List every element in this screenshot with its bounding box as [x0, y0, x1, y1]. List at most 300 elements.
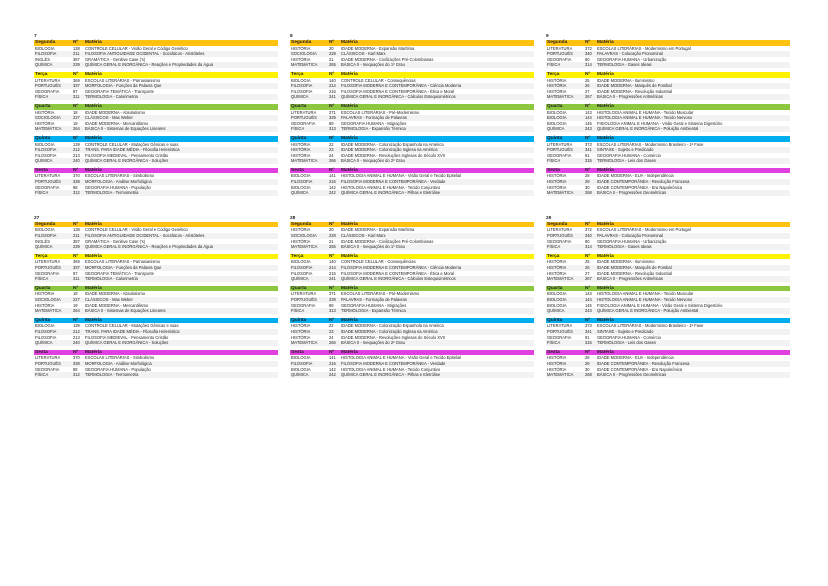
subject-cell: GEOGRAFIA: [35, 184, 60, 190]
materia-column-header: Matéria: [597, 221, 614, 227]
subject-cell: INGLÊS: [35, 56, 51, 62]
day-rows: [290, 355, 534, 377]
materia-column-header: Matéria: [597, 349, 614, 355]
week-block: [290, 34, 534, 200]
lesson-number-cell: 242: [329, 372, 336, 378]
lesson-number-cell: 341: [585, 328, 592, 334]
subject-cell: HISTÓRIA: [547, 366, 567, 372]
topic-cell: QUÍMICA GERAL E INORGÂNICA - Soluções: [85, 158, 169, 164]
lesson-number-cell: 20: [329, 227, 334, 233]
topic-cell: BÁSICA II - Inequações do 1º Grau: [341, 62, 405, 68]
subject-cell: QUÍMICA: [291, 372, 309, 378]
day-name: Terça: [35, 253, 48, 259]
subject-cell: QUÍMICA: [35, 340, 53, 346]
materia-column-header: Matéria: [85, 253, 102, 259]
topic-cell: BÁSICA II - Inequações do 2º Grau: [341, 340, 405, 346]
topic-cell: CONTROLE CELULAR - Mutações Gênicas e suas: [85, 141, 179, 147]
subject-cell: HISTÓRIA: [35, 120, 55, 126]
lesson-number-cell: 91: [585, 334, 590, 340]
day-table: [290, 318, 534, 346]
subject-cell: FILOSOFIA: [35, 334, 57, 340]
num-column-header: Nº: [585, 221, 591, 227]
table-row: [290, 62, 534, 68]
lesson-number-cell: 240: [73, 340, 80, 346]
topic-cell: QUÍMICA GERAL E INORGÂNICA - Poluição Ambiental: [597, 126, 699, 132]
day-name: Quarta: [547, 285, 563, 291]
week-block: [34, 34, 278, 200]
subject-cell: FÍSICA: [35, 372, 49, 378]
day-table: [546, 104, 790, 132]
lesson-number-cell: 138: [73, 45, 80, 51]
topic-cell: QUÍMICA GERAL E INORGÂNICA - Soluções: [85, 340, 169, 346]
subject-cell: HISTÓRIA: [547, 259, 567, 265]
lesson-number-cell: 214: [329, 265, 336, 270]
lesson-number-cell: 387: [73, 238, 80, 244]
day-table: [546, 350, 790, 378]
subject-cell: QUÍMICA: [547, 308, 565, 314]
day-table: [34, 40, 278, 68]
topic-cell: ESCOLAS LITERÁRIAS - Simbolismo: [85, 173, 155, 179]
topic-cell: TERMOLOGIA - Gases Ideais: [597, 244, 652, 250]
table-row: [290, 158, 534, 164]
topic-cell: TERMOLOGIA - Termometria: [85, 372, 139, 378]
materia-column-header: Matéria: [85, 349, 102, 355]
lesson-number-cell: 26: [585, 265, 590, 270]
subject-cell: BIOLOGIA: [291, 184, 311, 190]
lesson-number-cell: 371: [329, 291, 336, 297]
subject-cell: FILOSOFIA: [291, 360, 313, 366]
subject-cell: HISTÓRIA: [35, 291, 55, 297]
lesson-number-cell: 142: [329, 184, 336, 190]
lesson-number-cell: 264: [73, 308, 80, 314]
subject-cell: FILOSOFIA: [35, 147, 57, 153]
lesson-number-cell: 372: [585, 227, 592, 233]
subject-cell: BIOLOGIA: [547, 291, 567, 297]
topic-cell: IDADE MODERNA - Civilizações Pré-Colombianas: [341, 238, 434, 244]
topic-cell: BÁSICA II - Inequações do 2º Grau: [341, 158, 405, 164]
day-rows: [290, 110, 534, 132]
num-column-header: Nº: [73, 40, 79, 45]
subject-cell: MATEMÁTICA: [547, 94, 574, 100]
lesson-number-cell: 24: [329, 334, 334, 340]
lesson-number-cell: 212: [73, 328, 80, 334]
subject-cell: GEOGRAFIA: [35, 270, 60, 276]
materia-column-header: Matéria: [341, 349, 358, 355]
table-row: [546, 244, 790, 250]
topic-cell: MORFOLOGIA - Análise Morfológica: [85, 360, 152, 366]
day-table: [290, 40, 534, 68]
topic-cell: ESCOLAS LITERÁRIAS - Parnasianismo: [85, 77, 161, 83]
num-column-header: Nº: [585, 317, 591, 323]
day-table: [290, 222, 534, 250]
subject-cell: BIOLOGIA: [35, 323, 55, 329]
day-rows: [290, 259, 534, 281]
materia-column-header: Matéria: [85, 167, 102, 173]
topic-cell: GRAMÁTICA - Genitive Case ('s): [85, 56, 146, 62]
topic-cell: IDADE MODERNA - Revolução Industrial: [597, 88, 673, 94]
day-table: [290, 72, 534, 100]
materia-column-header: Matéria: [597, 40, 614, 45]
subject-cell: QUÍMICA: [291, 94, 309, 100]
lesson-number-cell: 145: [585, 120, 592, 126]
topic-cell: ESCOLAS LITERÁRIAS - Modernismo Brasileiro - 1ª Fase: [597, 141, 704, 147]
subject-cell: FÍSICA: [35, 276, 49, 282]
table-row: [34, 372, 278, 378]
topic-cell: BÁSICA II - Sistemas de Equações Lineares: [85, 126, 166, 132]
subject-cell: PORTUGUÊS: [35, 179, 61, 185]
materia-column-header: Matéria: [341, 71, 358, 77]
lesson-number-cell: 241: [329, 94, 336, 100]
topic-cell: SINTAXE - Sujeito e Predicado: [597, 147, 654, 153]
topic-cell: BÁSICA II - Sistemas de Equações Lineares: [85, 308, 166, 314]
lesson-number-cell: 369: [73, 259, 80, 265]
lesson-number-cell: 340: [585, 51, 592, 57]
subject-cell: BIOLOGIA: [291, 259, 311, 265]
schedule-sheet: [34, 34, 794, 382]
day-name: Segunda: [547, 40, 568, 45]
num-column-header: Nº: [585, 71, 591, 77]
subject-cell: LITERATURA: [547, 227, 573, 233]
topic-cell: HISTOLOGIA ANIMAL E HUMANA - Tecido Conjuntivo: [341, 366, 441, 372]
num-column-header: Nº: [73, 221, 79, 227]
materia-column-header: Matéria: [341, 285, 358, 291]
lesson-number-cell: 228: [329, 233, 336, 239]
subject-cell: SOCIOLOGIA: [35, 115, 61, 121]
day-rows: [34, 142, 278, 164]
day-name: Sexta: [547, 167, 560, 173]
topic-cell: IDADE MODERNA - Marquês de Pombal: [597, 265, 672, 270]
week-number: 8: [290, 34, 293, 39]
subject-cell: FILOSOFIA: [291, 88, 313, 94]
topic-cell: FISIOLOGIA ANIMAL E HUMANA - Visão Geral e Sistema Digestório: [597, 120, 723, 126]
day-name: Quinta: [547, 317, 563, 323]
lesson-number-cell: 337: [73, 83, 80, 89]
subject-cell: PORTUGUÊS: [547, 233, 573, 239]
subject-cell: MATEMÁTICA: [291, 340, 318, 346]
day-table: [290, 254, 534, 282]
topic-cell: ESCOLAS LITERÁRIAS - Simbolismo: [85, 355, 155, 361]
day-name: Sexta: [291, 167, 304, 173]
topic-cell: TERMOLOGIA - Termometria: [85, 190, 139, 196]
lesson-number-cell: 339: [329, 296, 336, 302]
topic-cell: ESCOLAS LITERÁRIAS - Modernismo em Portugal: [597, 45, 691, 51]
subject-cell: PORTUGUÊS: [35, 83, 61, 89]
lesson-number-cell: 211: [73, 51, 80, 57]
topic-cell: QUÍMICA GERAL E INORGÂNICA - Pilhas e Eletrólise: [341, 190, 441, 196]
subject-cell: MATEMÁTICA: [291, 62, 318, 68]
lesson-number-cell: 22: [329, 323, 334, 329]
topic-cell: FILOSOFIA MEDIEVAL - Pensamento Cristão: [85, 152, 169, 158]
day-name: Quarta: [547, 103, 563, 109]
lesson-number-cell: 243: [585, 308, 592, 314]
day-name: Segunda: [291, 221, 312, 227]
topic-cell: GEOGRAFIA HUMANA - População: [85, 366, 151, 372]
subject-cell: BIOLOGIA: [35, 141, 55, 147]
materia-column-header: Matéria: [341, 40, 358, 45]
table-row: [34, 244, 278, 250]
topic-cell: HISTOLOGIA ANIMAL E HUMANA - Tecido Nervoso: [597, 296, 693, 302]
day-name: Segunda: [547, 221, 568, 227]
subject-cell: HISTÓRIA: [291, 56, 311, 62]
topic-cell: IDADE MODERNA - Civilizações Pré-Colombianas: [341, 56, 434, 62]
subject-cell: FILOSOFIA: [35, 328, 57, 334]
subject-cell: HISTÓRIA: [291, 238, 311, 244]
day-name: Sexta: [35, 349, 48, 355]
topic-cell: GEOGRAFIA HUMANA - Migrações: [341, 120, 407, 126]
day-rows: [546, 227, 790, 249]
num-column-header: Nº: [585, 285, 591, 291]
lesson-number-cell: 311: [73, 276, 80, 282]
subject-cell: LITERATURA: [291, 109, 317, 115]
subject-cell: FÍSICA: [35, 190, 49, 196]
day-rows: [290, 142, 534, 164]
topic-cell: IDADE MODERNA - EUA - Independência: [597, 173, 674, 179]
topic-cell: GEOGRAFIA TEMÁTICA - Transporte: [85, 270, 154, 276]
subject-cell: QUÍMICA: [35, 62, 53, 68]
subject-cell: BIOLOGIA: [547, 115, 567, 121]
subject-cell: PORTUGUÊS: [547, 147, 573, 153]
day-rows: [34, 227, 278, 249]
day-rows: [34, 46, 278, 68]
day-name: Terça: [291, 71, 304, 77]
day-table: [546, 222, 790, 250]
lesson-number-cell: 267: [585, 276, 592, 282]
subject-cell: BIOLOGIA: [35, 227, 55, 233]
subject-cell: MATEMÁTICA: [547, 190, 574, 196]
subject-cell: SOCIOLOGIA: [35, 296, 61, 302]
day-name: Sexta: [291, 349, 304, 355]
topic-cell: GEOGRAFIA HUMANA - Comércio: [597, 334, 661, 340]
topic-cell: IDADE MODERNA - Revoluções Inglesas do Século XVII: [341, 152, 445, 158]
topic-cell: IDADE MODERNA - Iluminismo: [597, 259, 655, 265]
subject-cell: PORTUGUÊS: [291, 115, 317, 121]
day-rows: [290, 227, 534, 249]
topic-cell: IDADE MODERNA - Absolutismo: [85, 109, 146, 115]
lesson-number-cell: 213: [73, 334, 80, 340]
topic-cell: IDADE MODERNA - Revolução Industrial: [597, 270, 673, 276]
num-column-header: Nº: [585, 103, 591, 109]
lesson-number-cell: 312: [73, 372, 80, 378]
day-name: Terça: [547, 71, 560, 77]
num-column-header: Nº: [73, 71, 79, 77]
lesson-number-cell: 26: [585, 83, 590, 89]
topic-cell: IDADE CONTEMPORÂNEA - Revolução Francesa: [597, 179, 690, 185]
lesson-number-cell: 340: [585, 233, 592, 239]
subject-cell: HISTÓRIA: [547, 355, 567, 361]
day-table: [546, 254, 790, 282]
day-name: Terça: [35, 71, 48, 77]
topic-cell: CLÁSSICOS - Karl Marx: [341, 233, 386, 239]
subject-cell: HISTÓRIA: [291, 147, 311, 153]
subject-cell: FILOSOFIA: [35, 51, 57, 57]
day-name: Terça: [291, 253, 304, 259]
subject-cell: HISTÓRIA: [547, 360, 567, 366]
materia-column-header: Matéria: [85, 221, 102, 227]
topic-cell: CLÁSSICOS - Max Weber: [85, 296, 133, 302]
topic-cell: FILOSOFIA ANTIGUIDADE OCIDENTAL - Socráticos - Aristóteles: [85, 233, 205, 239]
subject-cell: HISTÓRIA: [291, 141, 311, 147]
topic-cell: ESCOLAS LITERÁRIAS - Parnasianismo: [85, 259, 161, 265]
topic-cell: FILOSOFIA MODERNA E CONTEMPORÂNEA - Ciência Moderna: [341, 83, 462, 89]
table-row: [290, 190, 534, 196]
table-row: [34, 190, 278, 196]
topic-cell: TERMOLOGIA - Calorimetria: [85, 94, 138, 100]
topic-cell: HISTOLOGIA ANIMAL E HUMANA - Tecido Muscular: [597, 109, 694, 115]
materia-column-header: Matéria: [597, 71, 614, 77]
day-table: [34, 168, 278, 196]
lesson-number-cell: 240: [73, 158, 80, 164]
lesson-number-cell: 144: [585, 296, 592, 302]
topic-cell: BÁSICA II - Progressões Geométricas: [597, 190, 667, 196]
subject-cell: QUÍMICA: [547, 126, 565, 132]
topic-cell: PALAVRAS - Colocação Pronominal: [597, 51, 663, 57]
table-row: [290, 94, 534, 100]
day-rows: [290, 173, 534, 195]
lesson-number-cell: 314: [585, 62, 592, 68]
topic-cell: GEOGRAFIA HUMANA - Migrações: [341, 302, 407, 308]
topic-cell: HISTOLOGIA ANIMAL E HUMANA - Tecido Muscular: [597, 291, 694, 297]
subject-cell: SOCIOLOGIA: [291, 51, 317, 57]
table-row: [290, 276, 534, 282]
subject-cell: PORTUGUÊS: [35, 265, 61, 270]
topic-cell: BÁSICA II - Progressões Aritméticas: [597, 94, 663, 100]
lesson-number-cell: 88: [73, 184, 78, 190]
subject-cell: FILOSOFIA: [291, 265, 313, 270]
week-block: [34, 216, 278, 382]
lesson-number-cell: 140: [329, 259, 336, 265]
day-name: Segunda: [291, 40, 312, 45]
lesson-number-cell: 387: [73, 56, 80, 62]
day-name: Quinta: [291, 317, 307, 323]
lesson-number-cell: 28: [585, 355, 590, 361]
topic-cell: IDADE CONTEMPORÂNEA - Revolução Francesa: [597, 360, 690, 366]
lesson-number-cell: 20: [329, 45, 334, 51]
materia-column-header: Matéria: [597, 285, 614, 291]
topic-cell: IDADE MODERNA - Colonização Espanhola na América: [341, 141, 444, 147]
week-block: [546, 216, 790, 382]
num-column-header: Nº: [585, 167, 591, 173]
topic-cell: IDADE MODERNA - Revoluções Inglesas do Século XVII: [341, 334, 445, 340]
lesson-number-cell: 28: [585, 173, 590, 179]
day-rows: [34, 173, 278, 195]
topic-cell: ESCOLAS LITERÁRIAS - Pré-Modernismo: [341, 109, 420, 115]
materia-column-header: Matéria: [85, 135, 102, 141]
subject-cell: PORTUGUÊS: [547, 51, 573, 57]
topic-cell: IDADE MODERNA - Colonização Espanhola na América: [341, 323, 444, 329]
lesson-number-cell: 87: [73, 270, 78, 276]
topic-cell: GEOGRAFIA HUMANA - População: [85, 184, 151, 190]
lesson-number-cell: 370: [73, 355, 80, 361]
subject-cell: GEOGRAFIA: [291, 302, 316, 308]
topic-cell: BÁSICA II - Inequações do 1º Grau: [341, 244, 405, 250]
lesson-number-cell: 23: [329, 147, 334, 153]
topic-cell: IDADE CONTEMPORÂNEA - Era Napoleônica: [597, 366, 683, 372]
table-row: [546, 276, 790, 282]
lesson-number-cell: 315: [585, 340, 592, 346]
lesson-number-cell: 267: [585, 94, 592, 100]
day-table: [290, 168, 534, 196]
day-rows: [290, 78, 534, 100]
topic-cell: IDADE MODERNA - Expansão Marítima: [341, 227, 415, 233]
lesson-number-cell: 19: [73, 302, 78, 308]
table-row: [34, 126, 278, 132]
subject-cell: LITERATURA: [547, 45, 573, 51]
topic-cell: CLÁSSICOS - Karl Marx: [341, 51, 386, 57]
subject-cell: BIOLOGIA: [291, 77, 311, 83]
lesson-number-cell: 25: [585, 259, 590, 265]
num-column-header: Nº: [329, 40, 335, 45]
week-row-bottom: [34, 216, 794, 382]
table-row: [546, 372, 790, 378]
lesson-number-cell: 239: [73, 62, 80, 68]
week-row-top: [34, 34, 794, 200]
subject-cell: MATEMÁTICA: [291, 158, 318, 164]
subject-cell: HISTÓRIA: [547, 270, 567, 276]
lesson-number-cell: 241: [329, 276, 336, 282]
lesson-number-cell: 139: [73, 323, 80, 329]
subject-cell: BIOLOGIA: [547, 120, 567, 126]
subject-cell: BIOLOGIA: [291, 355, 311, 361]
materia-column-header: Matéria: [85, 103, 102, 109]
materia-column-header: Matéria: [85, 40, 102, 45]
day-table: [546, 168, 790, 196]
day-name: Terça: [547, 253, 560, 259]
topic-cell: TERMOLOGIA - Expansão Térmica: [341, 126, 406, 132]
day-name: Quinta: [547, 135, 563, 141]
topic-cell: IDADE MODERNA - Colonização Inglesa na América: [341, 147, 438, 153]
subject-cell: FÍSICA: [547, 62, 561, 68]
lesson-number-cell: 90: [585, 56, 590, 62]
subject-cell: HISTÓRIA: [291, 334, 311, 340]
day-table: [546, 286, 790, 314]
subject-cell: LITERATURA: [35, 77, 61, 83]
topic-cell: PALAVRAS - Formação de Palavras: [341, 115, 407, 121]
day-rows: [546, 259, 790, 281]
subject-cell: GEOGRAFIA: [547, 238, 572, 244]
week-block: [290, 216, 534, 382]
materia-column-header: Matéria: [341, 103, 358, 109]
lesson-number-cell: 338: [73, 360, 80, 366]
topic-cell: PALAVRAS - Formação de Palavras: [341, 296, 407, 302]
table-row: [546, 340, 790, 346]
num-column-header: Nº: [585, 253, 591, 259]
lesson-number-cell: 314: [585, 244, 592, 250]
topic-cell: TERMOLOGIA - Leis dos Gases: [597, 158, 656, 164]
table-row: [34, 62, 278, 68]
subject-cell: PORTUGUÊS: [547, 328, 573, 334]
table-row: [290, 372, 534, 378]
lesson-number-cell: 29: [585, 179, 590, 185]
num-column-header: Nº: [585, 40, 591, 45]
subject-cell: GEOGRAFIA: [35, 366, 60, 372]
subject-cell: SOCIOLOGIA: [291, 233, 317, 239]
subject-cell: HISTÓRIA: [35, 302, 55, 308]
subject-cell: BIOLOGIA: [547, 302, 567, 308]
lesson-number-cell: 21: [329, 238, 334, 244]
table-row: [546, 62, 790, 68]
num-column-header: Nº: [329, 317, 335, 323]
topic-cell: HISTOLOGIA ANIMAL E HUMANA - Tecido Conjuntivo: [341, 184, 441, 190]
topic-cell: FILOSOFIA MEDIEVAL - Pensamento Cristão: [85, 334, 169, 340]
subject-cell: MATEMÁTICA: [35, 126, 62, 132]
subject-cell: LITERATURA: [547, 141, 573, 147]
lesson-number-cell: 30: [585, 184, 590, 190]
topic-cell: FILOSOFIA MODERNA E CONTEMPORÂNEA - Ciência Moderna: [341, 265, 462, 270]
day-table: [546, 40, 790, 68]
lesson-number-cell: 142: [329, 366, 336, 372]
subject-cell: FÍSICA: [291, 308, 305, 314]
week-number: 9: [546, 34, 549, 39]
